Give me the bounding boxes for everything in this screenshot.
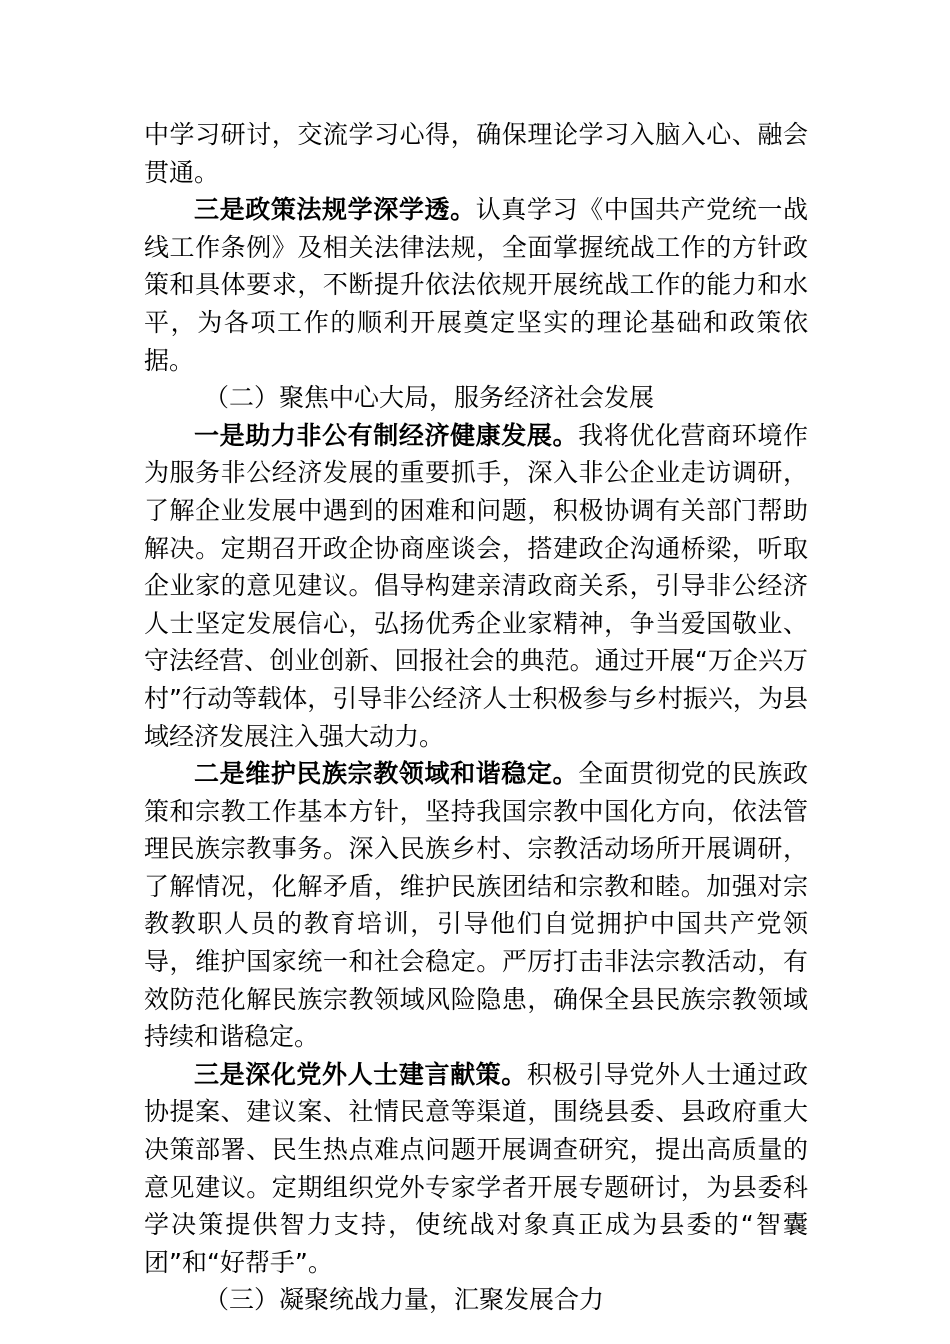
paragraph-policy-study xyxy=(144,191,808,379)
document-body xyxy=(144,116,808,1319)
paragraph-text: 认真学习《中国共产党统一战线工作条例》及相关法律法规，全面掌握统战工作的方针政策和具体要求，不断提升依法依规开展统战工作的能力和水平，为各项工作的顺利开展奠定坚实的理论基础和政策依据。 xyxy=(144,195,808,375)
paragraph-text: 我将优化营商环境作为服务非公经济发展的重要抓手，深入非公企业走访调研，了解企业发展中遇到的困难和问题，积极协调有关部门帮助解决。定期召开政企协商座谈会，搭建政企沟通桥梁，听取企业家的意见建议。倡导构建亲清政商关系，引导非公经济人士坚定发展信心，弘扬优秀企业家精神，争当爱国敬业、守法经营、创业创新、回报社会的典范。通过开展“万企兴万村”行动等载体，引导非公经济人士积极参与乡村振兴，为县域经济发展注入强大动力。 xyxy=(144,420,808,751)
paragraph-ethnic-religious xyxy=(144,755,808,1056)
paragraph-lead: 三是深化党外人士建言献策。 xyxy=(194,1059,527,1089)
section-heading-text: （二）聚焦中心大局，服务经济社会发展 xyxy=(204,383,655,413)
section-heading-text: （三）凝聚统战力量，汇聚发展合力 xyxy=(204,1285,605,1315)
paragraph-advice xyxy=(144,1056,808,1282)
paragraph-text: 积极引导党外人士通过政协提案、建议案、社情民意等渠道，围绕县委、县政府重大决策部署、民生热点难点问题开展调查研究，提出高质量的意见建议。定期组织党外专家学者开展专题研讨，为县委科学决策提供智力支持，使统战对象真正成为县委的“智囊团”和“好帮手”。 xyxy=(144,1059,808,1277)
paragraph-lead: 一是助力非公有制经济健康发展。 xyxy=(194,420,579,450)
paragraph-text: 全面贯彻党的民族政策和宗教工作基本方针，坚持我国宗教中国化方向，依法管理民族宗教事务。深入民族乡村、宗教活动场所开展调研，了解情况，化解矛盾，维护民族团结和宗教和睦。加强对宗教教职人员的教育培训，引导他们自觉拥护中国共产党领导，维护国家统一和社会稳定。严厉打击非法宗教活动，有效防范化解民族宗教领域风险隐患，确保全县民族宗教领域持续和谐稳定。 xyxy=(144,759,808,1052)
paragraph-lead: 二是维护民族宗教领域和谐稳定。 xyxy=(194,759,579,789)
paragraph-private-economy xyxy=(144,417,808,755)
paragraph-text: 中学习研讨，交流学习心得，确保理论学习入脑入心、融会贯通。 xyxy=(144,120,808,187)
paragraph-lead: 三是政策法规学深学透。 xyxy=(194,195,476,225)
section-heading-two xyxy=(144,379,808,417)
section-heading-three xyxy=(144,1281,808,1319)
paragraph-continuation xyxy=(144,116,808,191)
